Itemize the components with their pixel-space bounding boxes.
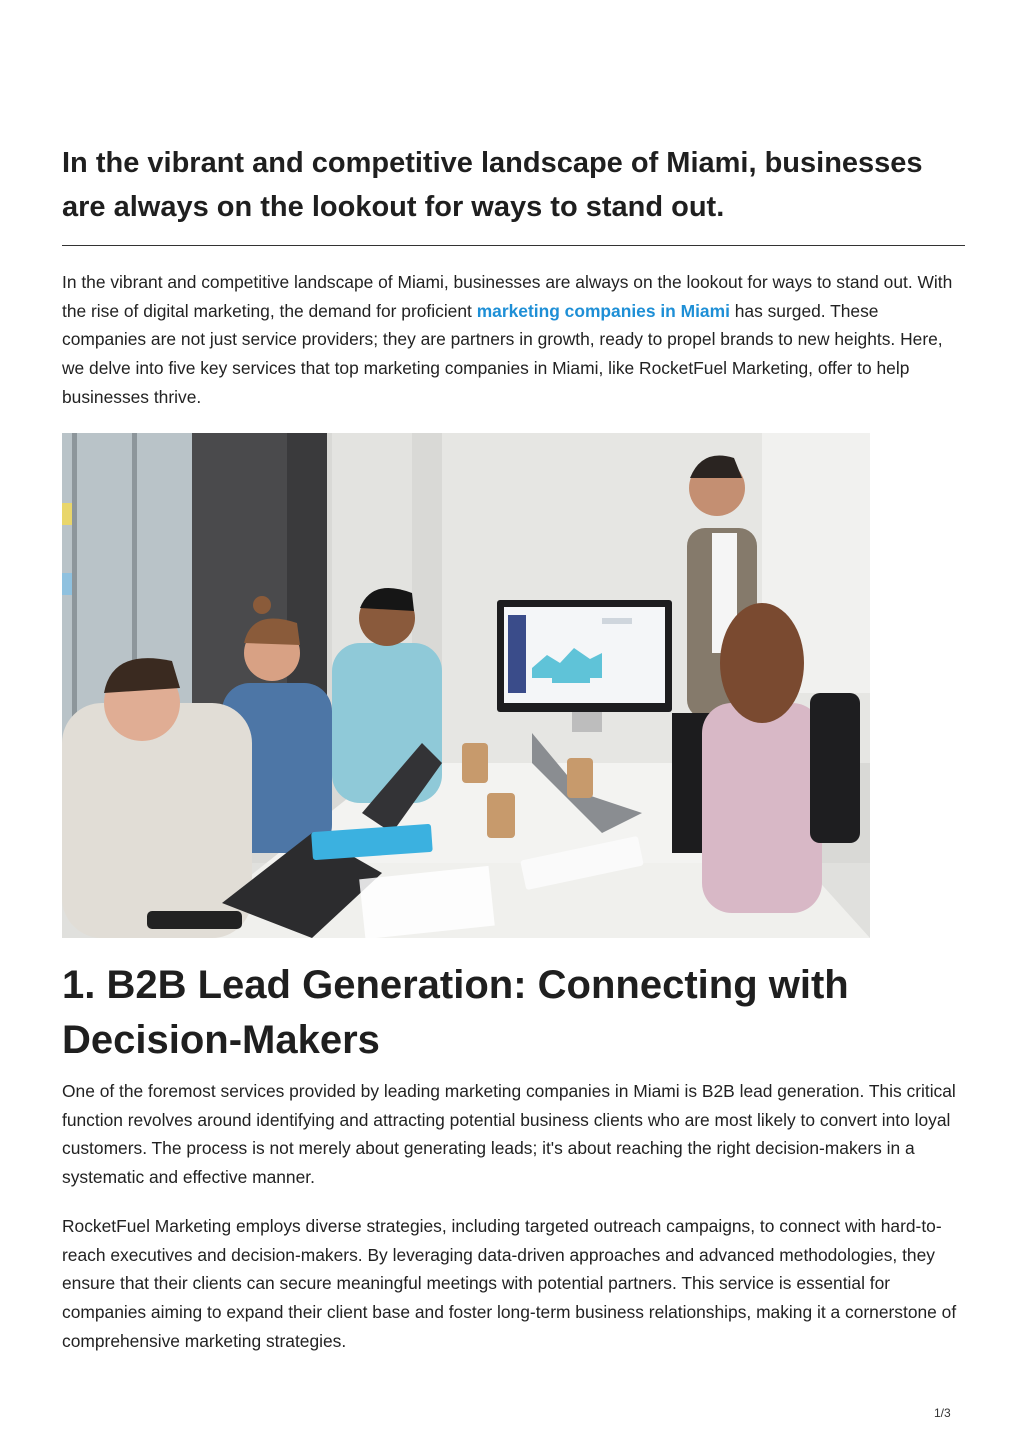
intro-paragraph [62,268,965,412]
office-meeting-photo [62,433,870,938]
marketing-companies-link[interactable]: marketing companies in Miami [476,300,730,321]
intro-text-start: In the vibrant and competitive landscape of Miami, businesses are always on the lookout for ways to stand out. With the rise of digital marketing, the demand for proficient [62,272,953,321]
section-heading: 1. B2B Lead Generation: Connecting with Decision-Makers [62,963,849,1062]
title-divider [62,245,965,246]
photo-illustration [62,433,870,938]
section-paragraph-1: One of the foremost services provided by leading marketing companies in Miami is B2B lead generation. This critical function revolves around identifying and attracting potential business clients who are most likely to convert into loyal customers. The process is not merely about generating leads; it's about reaching the right decision-makers in a systematic and effective manner. [62,1081,956,1188]
intro-text-end: has surged. These companies are not just service providers; they are partners in growth, ready to propel brands to new heights. Here, we delve into five key services that top marketing companies in Miami, like RocketFuel Marketing, offer to help businesses thrive. [62,300,943,407]
page-number: 1/3 [934,1406,951,1420]
section-paragraph-2: RocketFuel Marketing employs diverse strategies, including targeted outreach campaigns, to connect with hard-to-reach executives and decision-makers. By leveraging data-driven approaches and advanced methodologies, they ensure that their clients can secure meaningful meetings with potential partners. This service is essential for companies aiming to expand their client base and foster long-term business relationships, making it a cornerstone of comprehensive marketing strategies. [62,1216,957,1351]
page-title: In the vibrant and competitive landscape of Miami, businesses are always on the lookout for ways to stand out. [62,147,923,223]
